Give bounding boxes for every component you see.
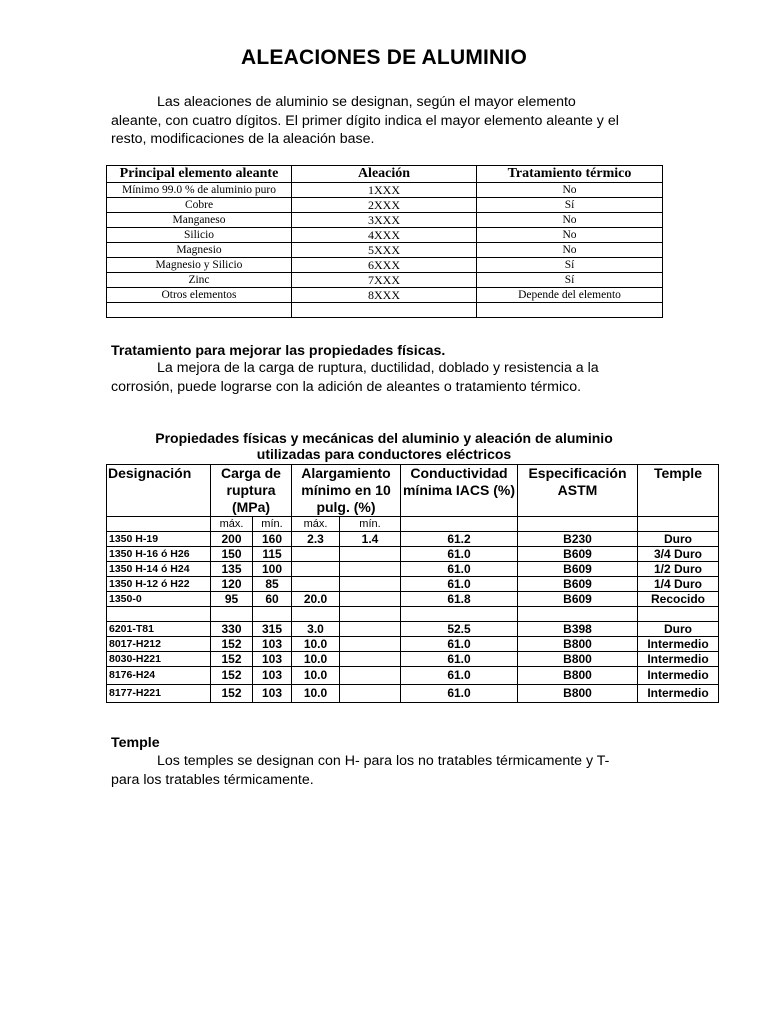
- table-cell: [340, 592, 401, 607]
- table-cell: Sí: [477, 258, 663, 273]
- table-cell: [340, 547, 401, 562]
- table-row: [107, 228, 663, 243]
- table-cell: No: [477, 228, 663, 243]
- table-cell: B800: [518, 685, 638, 703]
- table-cell: 3XXX: [292, 213, 477, 228]
- table-cell: 10.0: [292, 685, 340, 703]
- table-cell: B609: [518, 592, 638, 607]
- table-cell: 2XXX: [292, 198, 477, 213]
- table-cell: Silicio: [107, 228, 292, 243]
- header-cell: Conductividad mínima IACS (%): [401, 465, 518, 517]
- table-cell: 61.8: [401, 592, 518, 607]
- table-row: [107, 273, 663, 288]
- table-cell: 8XXX: [292, 288, 477, 303]
- table-cell: Duro: [638, 532, 719, 547]
- treatment-paragraph: [111, 359, 671, 396]
- table-cell: Mínimo 99.0 % de aluminio puro: [107, 183, 292, 198]
- table-cell: B230: [518, 532, 638, 547]
- table-cell: [340, 667, 401, 685]
- table-cell: [340, 577, 401, 592]
- table-row: [107, 652, 719, 667]
- table-cell: 103: [253, 652, 292, 667]
- table-cell: Magnesio: [107, 243, 292, 258]
- table-cell: [292, 577, 340, 592]
- table-cell: 3/4 Duro: [638, 547, 719, 562]
- header-cell: Designación: [107, 465, 211, 517]
- table-row: [107, 532, 719, 547]
- temple-paragraph: [111, 752, 671, 789]
- table-cell: 103: [253, 637, 292, 652]
- subheader-cell: mín.: [340, 517, 401, 532]
- table-cell: 7XXX: [292, 273, 477, 288]
- table-cell: 152: [211, 685, 253, 703]
- table-cell: 1350 H-14 ó H24: [107, 562, 211, 577]
- table-cell: 52.5: [401, 622, 518, 637]
- treatment-heading: Tratamiento para mejorar las propiedades físicas.: [111, 343, 446, 359]
- empty-row: [107, 303, 663, 318]
- table-row: [107, 183, 663, 198]
- table-cell: 61.0: [401, 637, 518, 652]
- table-cell: 8177-H221: [107, 685, 211, 703]
- table-cell: Otros elementos: [107, 288, 292, 303]
- table-cell: [292, 562, 340, 577]
- subheader-cell: máx.: [292, 517, 340, 532]
- page-title: ALEACIONES DE ALUMINIO: [241, 46, 527, 69]
- table-cell: [340, 685, 401, 703]
- table-cell: B609: [518, 562, 638, 577]
- table-cell: 5XXX: [292, 243, 477, 258]
- table-cell: 115: [253, 547, 292, 562]
- table-cell: [340, 652, 401, 667]
- table-cell: 8017-H212: [107, 637, 211, 652]
- table-cell: Intermedio: [638, 667, 719, 685]
- header-cell: Tratamiento térmico: [477, 166, 663, 183]
- table-cell: Zinc: [107, 273, 292, 288]
- table-cell: 8030-H221: [107, 652, 211, 667]
- header-cell: Temple: [638, 465, 719, 517]
- table-cell: 103: [253, 685, 292, 703]
- spacer-row: [107, 607, 719, 622]
- table-cell: Sí: [477, 198, 663, 213]
- temple-heading: Temple: [111, 735, 160, 751]
- table-cell: No: [477, 213, 663, 228]
- table-cell: Depende del elemento: [477, 288, 663, 303]
- table-cell: 100: [253, 562, 292, 577]
- table-row: [107, 562, 719, 577]
- table-cell: [292, 547, 340, 562]
- table-cell: 1/4 Duro: [638, 577, 719, 592]
- table-row: [107, 667, 719, 685]
- title-line: Propiedades físicas y mecánicas del aluminio y aleación de aluminio: [155, 430, 613, 446]
- table-cell: 152: [211, 637, 253, 652]
- table-header-row: [107, 166, 663, 183]
- table-cell: [340, 562, 401, 577]
- table-cell: 330: [211, 622, 253, 637]
- table-cell: 1XXX: [292, 183, 477, 198]
- table-cell: 61.0: [401, 667, 518, 685]
- table-cell: 61.0: [401, 547, 518, 562]
- table-cell: 1350-0: [107, 592, 211, 607]
- table-cell: No: [477, 243, 663, 258]
- table-subheader-row: [107, 517, 719, 532]
- table-cell: [340, 622, 401, 637]
- table-cell: [340, 637, 401, 652]
- table-cell: B609: [518, 547, 638, 562]
- intro-line: aleante, con cuatro dígitos. El primer dígito indica el mayor elemento aleante y el: [111, 112, 619, 129]
- table-row: [107, 637, 719, 652]
- table-cell: Manganeso: [107, 213, 292, 228]
- table-cell: 1350 H-19: [107, 532, 211, 547]
- table-cell: B609: [518, 577, 638, 592]
- table-cell: 10.0: [292, 667, 340, 685]
- table-cell: 1/2 Duro: [638, 562, 719, 577]
- subheader-cell: mín.: [253, 517, 292, 532]
- table-cell: Cobre: [107, 198, 292, 213]
- alloy-series-table: [106, 165, 663, 318]
- table-cell: 1.4: [340, 532, 401, 547]
- table-cell: 20.0: [292, 592, 340, 607]
- treatment-line: La mejora de la carga de ruptura, ductilidad, doblado y resistencia a la: [157, 360, 599, 376]
- header-cell: Especificación ASTM: [518, 465, 638, 517]
- header-cell: Alargamiento mínimo en 10 pulg. (%): [292, 465, 401, 517]
- intro-line: Las aleaciones de aluminio se designan, según el mayor elemento: [157, 94, 576, 110]
- table-row: [107, 213, 663, 228]
- table-cell: 10.0: [292, 652, 340, 667]
- table-row: [107, 622, 719, 637]
- table-cell: 200: [211, 532, 253, 547]
- table-cell: 2.3: [292, 532, 340, 547]
- table-cell: B398: [518, 622, 638, 637]
- table-cell: 61.0: [401, 562, 518, 577]
- table-cell: 6201-T81: [107, 622, 211, 637]
- temple-line: Los temples se designan con H- para los no tratables térmicamente y T-: [157, 753, 610, 769]
- table-cell: Recocido: [638, 592, 719, 607]
- table-cell: Sí: [477, 273, 663, 288]
- table-cell: Intermedio: [638, 652, 719, 667]
- intro-line: resto, modificaciones de la aleación base.: [111, 131, 375, 147]
- table-cell: B800: [518, 652, 638, 667]
- table-row: [107, 198, 663, 213]
- header-cell: Carga de ruptura (MPa): [211, 465, 292, 517]
- header-cell: Aleación: [292, 166, 477, 183]
- table-cell: 103: [253, 667, 292, 685]
- table-row: [107, 685, 719, 703]
- table-cell: 315: [253, 622, 292, 637]
- table-cell: No: [477, 183, 663, 198]
- table-row: [107, 258, 663, 273]
- table-row: [107, 547, 719, 562]
- table-cell: 152: [211, 652, 253, 667]
- properties-table-title: [106, 430, 662, 462]
- table-cell: 10.0: [292, 637, 340, 652]
- subheader-cell: máx.: [211, 517, 253, 532]
- table-cell: 4XXX: [292, 228, 477, 243]
- table-row: [107, 592, 719, 607]
- table-cell: 60: [253, 592, 292, 607]
- table-cell: Intermedio: [638, 637, 719, 652]
- table-cell: 61.0: [401, 685, 518, 703]
- table-cell: 150: [211, 547, 253, 562]
- table-cell: 120: [211, 577, 253, 592]
- properties-table: [106, 464, 719, 703]
- table-cell: 61.0: [401, 577, 518, 592]
- table-cell: 152: [211, 667, 253, 685]
- table-cell: 160: [253, 532, 292, 547]
- table-cell: 1350 H-16 ó H26: [107, 547, 211, 562]
- table-row: [107, 577, 719, 592]
- table-row: [107, 288, 663, 303]
- table-cell: Intermedio: [638, 685, 719, 703]
- table-cell: 61.0: [401, 652, 518, 667]
- table-cell: 135: [211, 562, 253, 577]
- title-line: utilizadas para conductores eléctricos: [256, 446, 512, 462]
- header-cell: Principal elemento aleante: [107, 166, 292, 183]
- table-cell: 85: [253, 577, 292, 592]
- table-cell: Duro: [638, 622, 719, 637]
- intro-paragraph: [111, 93, 671, 149]
- table-row: [107, 243, 663, 258]
- table-cell: 61.2: [401, 532, 518, 547]
- table-cell: 95: [211, 592, 253, 607]
- table-cell: B800: [518, 667, 638, 685]
- table-cell: 1350 H-12 ó H22: [107, 577, 211, 592]
- table-cell: Magnesio y Silicio: [107, 258, 292, 273]
- table-cell: 3.0: [292, 622, 340, 637]
- table-cell: B800: [518, 637, 638, 652]
- table-cell: 6XXX: [292, 258, 477, 273]
- treatment-line: corrosión, puede lograrse con la adición de aleantes o tratamiento térmico.: [111, 378, 582, 395]
- table-cell: 8176-H24: [107, 667, 211, 685]
- table-header-row: [107, 465, 719, 517]
- temple-line: para los tratables térmicamente.: [111, 771, 314, 788]
